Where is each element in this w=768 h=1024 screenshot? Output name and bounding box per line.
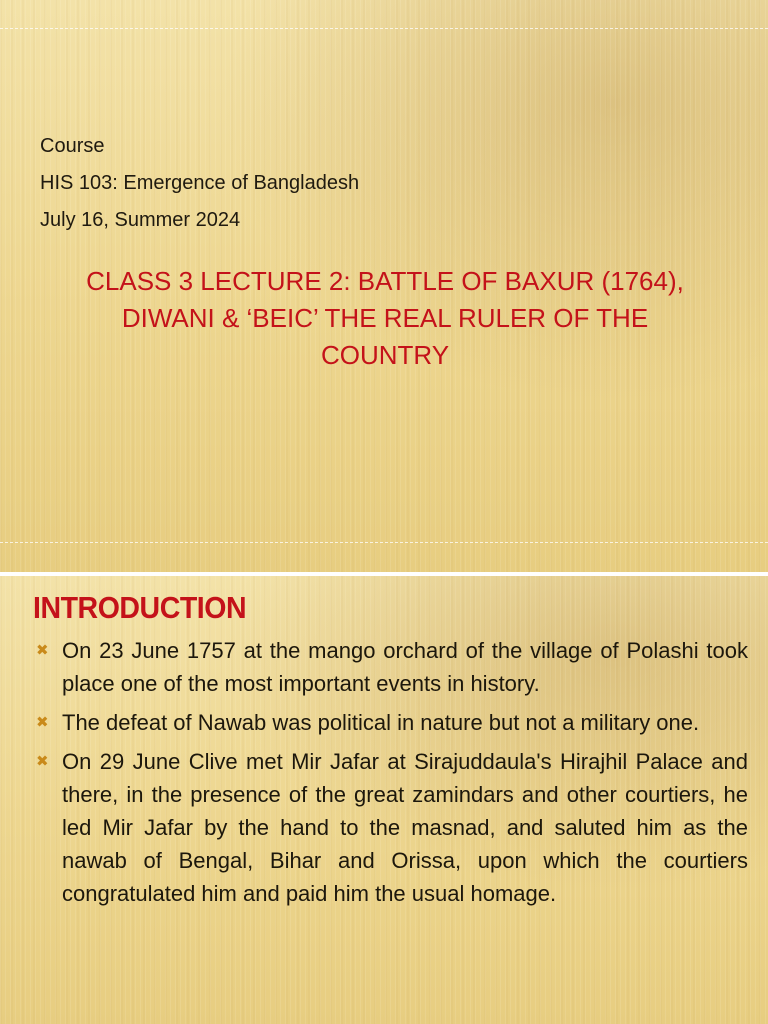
decorative-dashed-line xyxy=(0,542,768,543)
bullet-list xyxy=(36,634,748,916)
course-label: Course xyxy=(40,135,105,157)
x-bullet-icon: ✖ xyxy=(36,753,49,770)
title-line: COUNTRY xyxy=(320,340,450,370)
course-date: July 16, Summer 2024 xyxy=(40,209,241,231)
list-item xyxy=(36,745,748,910)
list-item xyxy=(36,706,748,739)
decorative-dashed-line xyxy=(0,28,768,29)
bullet-text: The defeat of Nawab was political in nature but not a military one. xyxy=(62,710,700,735)
bullet-text: On 29 June Clive met Mir Jafar at Sirajuddaula's Hirajhil Palace and there, in the presence of the great zamindars and other courtiers, he led Mir Jafar by the hand to the masnad, and saluted him as the nawab of Bengal, Bihar and Orissa, upon which the courtiers congratulated him and paid him the usual homage. xyxy=(62,749,748,906)
course-info xyxy=(40,128,359,239)
list-item xyxy=(36,634,748,700)
bullet-text: On 23 June 1757 at the mango orchard of the village of Polashi took place one of the most important events in history. xyxy=(62,638,748,696)
x-bullet-icon: ✖ xyxy=(36,642,49,659)
course-code: HIS 103: Emergence of Bangladesh xyxy=(40,172,360,194)
title-line: CLASS 3 LECTURE 2: BATTLE OF BAXUR (1764), xyxy=(86,266,684,296)
section-heading: INTRODUCTION xyxy=(33,590,247,625)
x-bullet-icon: ✖ xyxy=(36,714,49,731)
lecture-title xyxy=(30,263,740,374)
title-line: DIWANI & ‘BEIC’ THE REAL RULER OF THE xyxy=(121,303,649,333)
